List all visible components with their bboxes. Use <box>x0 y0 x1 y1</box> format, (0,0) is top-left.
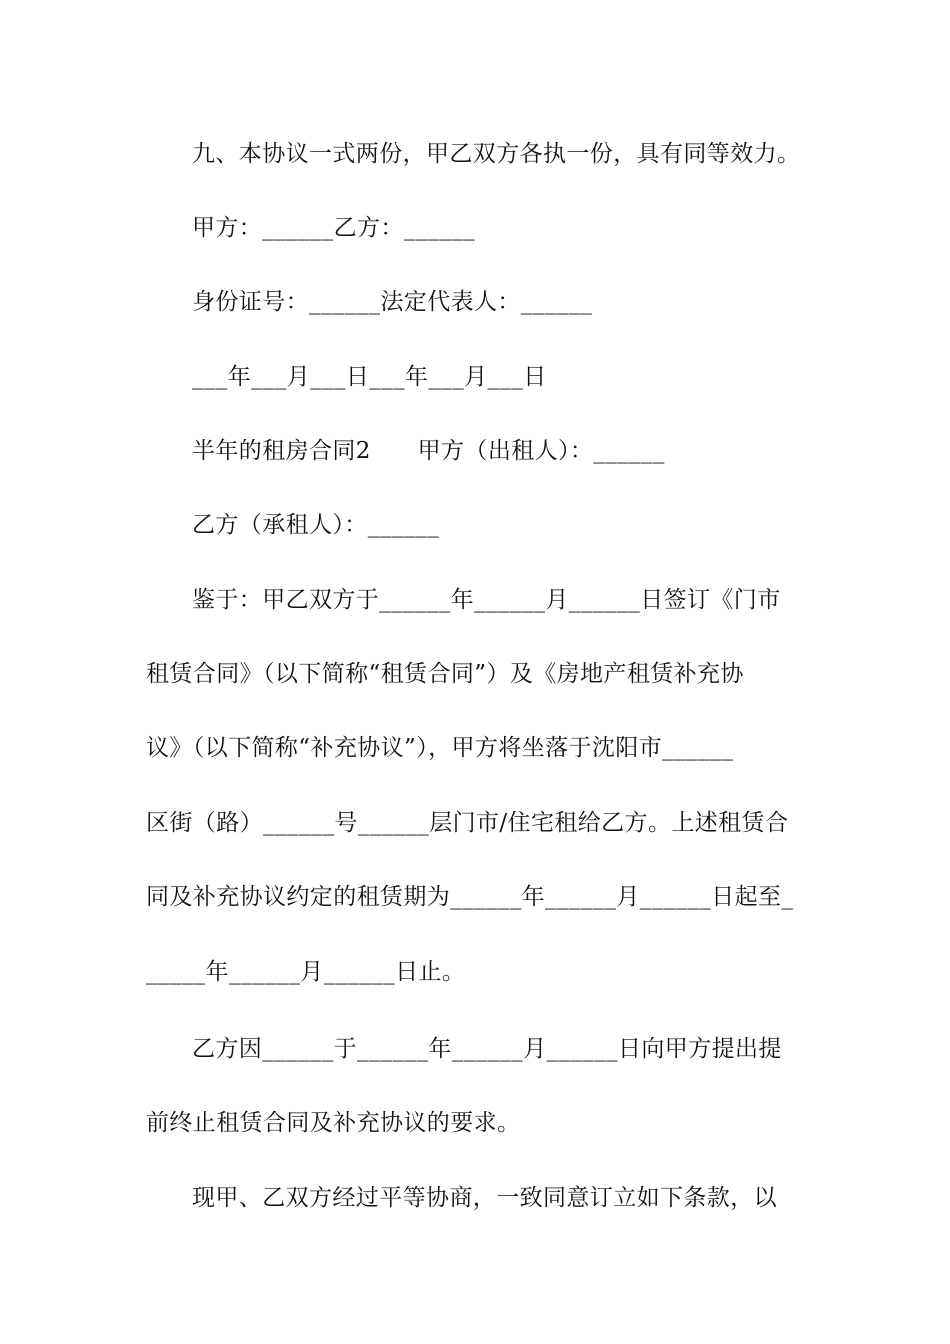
whereas-paragraph-line-5: 同及补充协议约定的租赁期为______年______月______日起至_ <box>146 884 794 910</box>
whereas-paragraph-line-3: 议》（以下简称“补充协议”），甲方将坐落于沈阳市______ <box>146 735 734 761</box>
whereas-paragraph-line-6: _____年______月______日止。 <box>146 959 466 985</box>
date-line: ___年___月___日___年___月___日 <box>192 364 547 390</box>
clause-nine: 九、本协议一式两份，甲乙双方各执一份，具有同等效力。 <box>192 141 801 167</box>
termination-paragraph-line-1: 乙方因______于______年______月______日向甲方提出提 <box>192 1036 782 1062</box>
contract-title-lessor-line: 半年的租房合同2 甲方（出租人）：______ <box>192 438 665 464</box>
party-signature-line: 甲方：______乙方：______ <box>192 215 476 241</box>
id-representative-line: 身份证号：______法定代表人：______ <box>192 289 593 315</box>
whereas-paragraph-line-1: 鉴于：甲乙双方于______年______月______日签订《门市 <box>192 587 781 613</box>
termination-paragraph-line-2: 前终止租赁合同及补充协议的要求。 <box>146 1110 521 1136</box>
whereas-paragraph-line-4: 区街（路）______号______层门市/住宅租给乙方。上述租赁合 <box>146 810 789 836</box>
agreement-paragraph-line-1: 现甲、乙双方经过平等协商，一致同意订立如下条款，以 <box>192 1185 777 1211</box>
whereas-paragraph-line-2: 租赁合同》（以下简称“租赁合同”）及《房地产租赁补充协 <box>146 661 744 687</box>
lessee-line: 乙方（承租人）：______ <box>192 512 440 538</box>
